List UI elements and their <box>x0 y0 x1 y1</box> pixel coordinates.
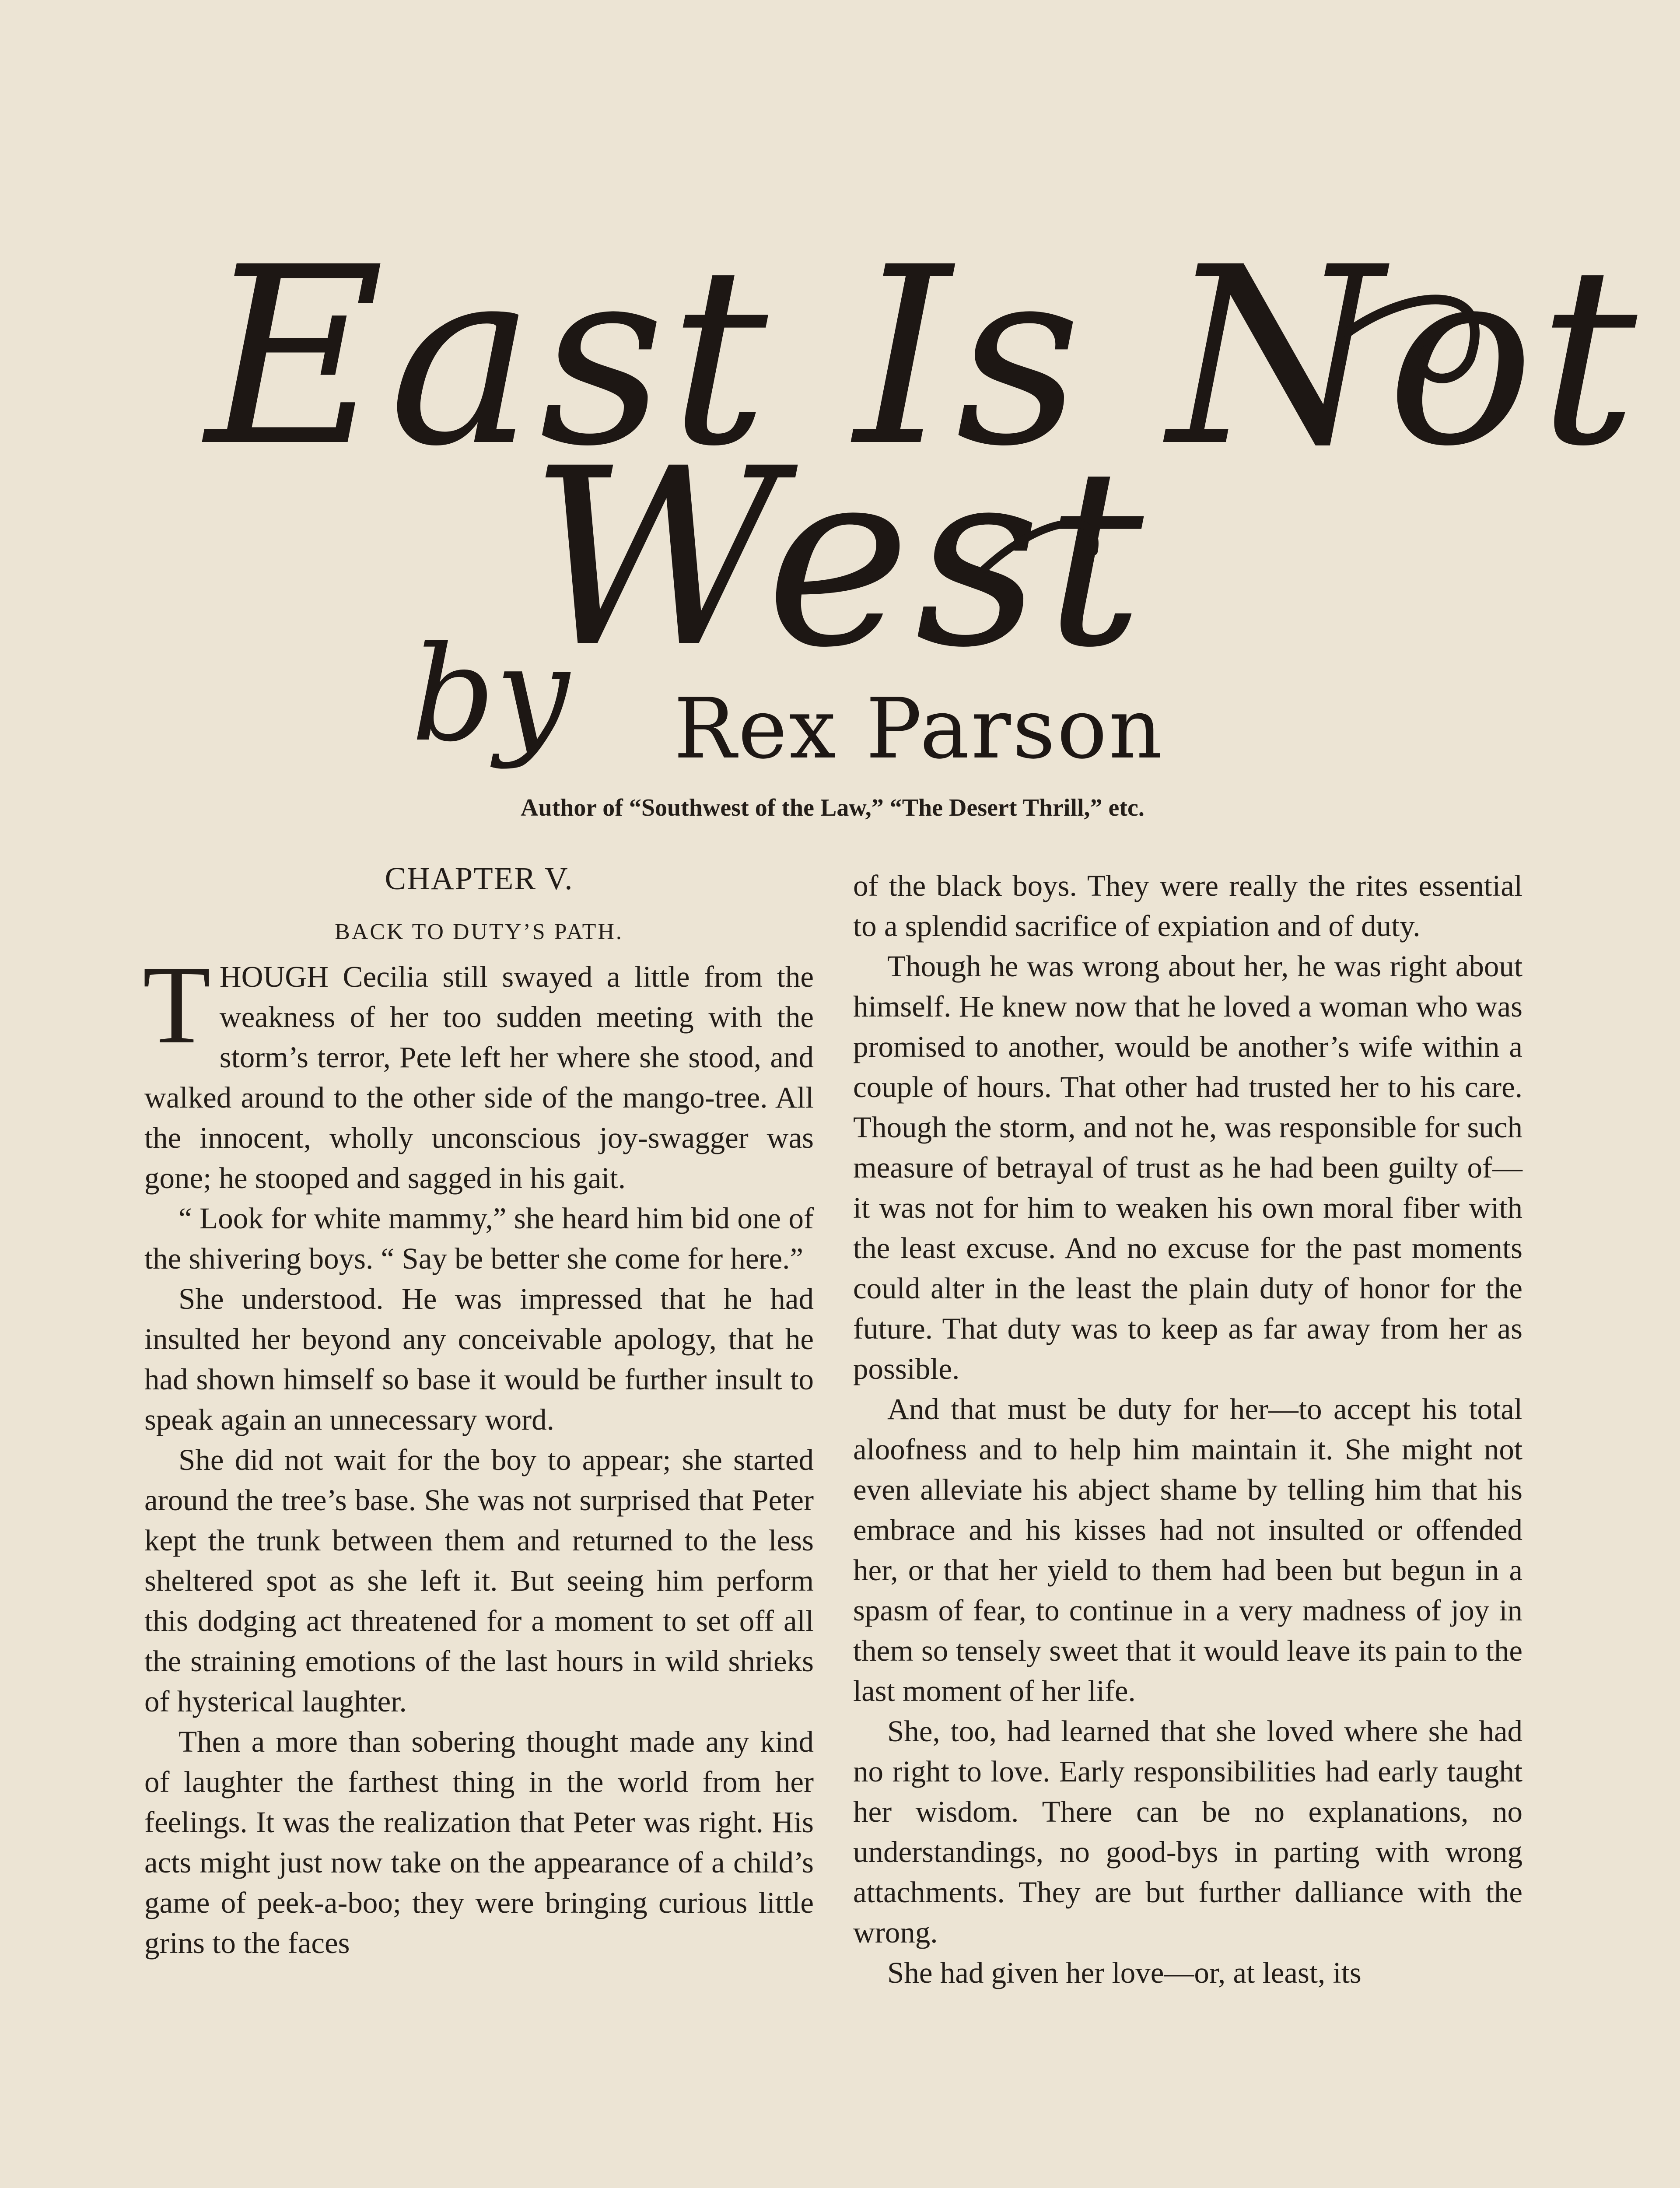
chapter-subtitle: BACK TO DUTY’S PATH. <box>335 919 623 944</box>
paragraph: She, too, had learned that she loved where she had no right to love. Early responsibilities had early taught her wisdom. There can be no explanations, no understandings, no good-bys in parting with wrong attachments. They are but further dalliance with the wrong. <box>853 1715 1522 1949</box>
paragraph-text: HOUGH Cecilia still swayed a little from the weakness of her too sudden meeting with the storm’s terror, Pete left her where she stood, and walked around to the other side of the mango-tree. All the innocent, wholly unconscious joy-swagger was gone; he stooped and sagged in his gait. <box>144 960 814 1195</box>
paragraph: She had given her love—or, at least, its <box>887 1956 1362 1989</box>
paragraph: “ Look for white mammy,” she heard him bid one of the shivering boys. “ Say be better she come for here.” <box>144 1202 814 1275</box>
story-title-line1: East Is Not <box>206 215 1642 500</box>
paragraph <box>143 943 814 1198</box>
paragraph: of the black boys. They were really the rites essential to a splendid sacrifice of expiation and of duty. <box>853 869 1522 943</box>
paragraph: Though he was wrong about her, he was right about himself. He knew now that he loved a woman who was promised to another, would be another’s wife within a couple of hours. That other had trusted her to his care. Though the storm, and not he, was responsible for such measure of betrayal of trust as he had been guilty of—it was not for him to weaken his own moral fiber with the least excuse. And no excuse for the past moments could alter in the least the plain duty of honor for the future. That duty was to keep as far away from her as possible. <box>853 950 1522 1385</box>
byline-word: by <box>411 618 570 771</box>
paragraph: She understood. He was impressed that he had insulted her beyond any conceivable apology, that he had shown himself so base it would be further insult to speak again an unnecessary word. <box>144 1282 814 1436</box>
right-column <box>853 866 1522 1993</box>
paragraph: Then a more than sobering thought made any kind of laughter the farthest thing in the world from her feelings. It was the realization that Peter was right. His acts might just now take on the appearance of a child’s game of peek-a-boo; they were bringing curious little grins to the faces <box>144 1725 814 1960</box>
author-credits: Author of “Southwest of the Law,” “The Desert Thrill,” etc. <box>521 794 1144 821</box>
paragraph: She did not wait for the boy to appear; she started around the tree’s base. She was not surprised that Peter kept the trunk between them and returned to the less sheltered spot as she left it. But seeing him perform this dodging act threatened for a moment to set off all the straining emotions of the last hours in wild shrieks of hysterical laughter. <box>144 1443 814 1718</box>
story-title-line2: West <box>529 416 1148 701</box>
chapter-heading: CHAPTER V. <box>385 861 574 896</box>
left-column <box>144 859 814 1963</box>
drop-cap: T <box>143 943 211 1067</box>
author-name: Rex Parson <box>674 680 1164 777</box>
paragraph: And that must be duty for her—to accept his total aloofness and to help him maintain it. She might not even alleviate his abject shame by telling him that his embrace and his kisses had not insulted or offended her, or that her yield to them had been but begun in a spasm of fear, to continue in a very madness of joy in them so tensely sweet that it would leave its pain to the last moment of her life. <box>853 1392 1522 1708</box>
